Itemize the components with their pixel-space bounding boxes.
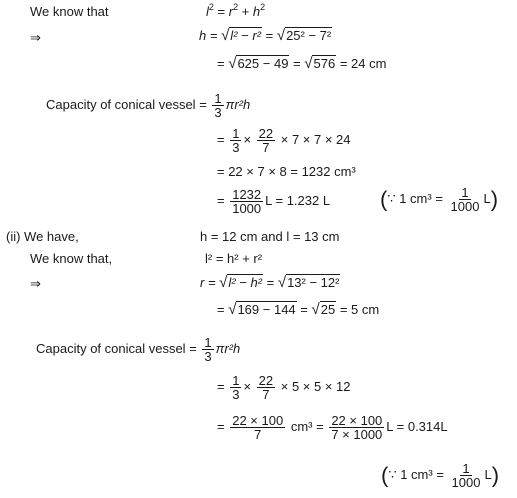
frac-den: 3 [232, 387, 240, 402]
r-radicand-1: l² − h² [228, 275, 262, 290]
implies-arrow-1: ⇒ [30, 30, 41, 45]
implies-arrow-2: ⇒ [30, 276, 41, 291]
h-step2-radicand-1: 625 − 49 [237, 56, 289, 71]
frac-num: 1 [232, 373, 240, 388]
frac-den: 7 × 1000 [331, 427, 383, 442]
frac-den: 1000 [232, 201, 262, 216]
capacity2-step-2-tail: L = 0.314L [386, 418, 448, 434]
frac-den: 3 [232, 140, 240, 155]
capacity-step-1-tail: × 7 × 7 × 24 [280, 131, 351, 147]
r-lhs: r = [200, 275, 216, 290]
r-step2-radicand-2: 25 [320, 302, 336, 317]
capacity2-step-1-tail: × 5 × 5 × 12 [280, 378, 351, 394]
r-step2-radicand-1: 169 − 144 [237, 302, 296, 317]
frac-num: 22 [258, 126, 274, 141]
we-know-that-2: We know that, [30, 251, 113, 266]
h-equation: h = √l² − r² = √25² − 7² [199, 27, 332, 44]
frac-num: 1 [461, 185, 469, 200]
frac-num: 22 [258, 373, 274, 388]
capacity-step-3-tail: L = 1.232 L [265, 192, 331, 208]
note-tail-1: L [483, 190, 491, 206]
capacity-label-1: Capacity of conical vessel [46, 96, 196, 112]
unit-note-1: (∵ 1 cm³ = $\frac{1}{1000}$ L) [380, 185, 499, 214]
r-radicand-2: 13² − 12² [287, 275, 340, 290]
pi-r2h-2: πr²h [215, 340, 241, 356]
frac-num: 1 [204, 335, 212, 350]
capacity-2: Capacity of conical vessel = $\frac{1}{3}$ πr²h [36, 335, 241, 364]
frac-den: 7 [262, 387, 270, 402]
h-radicand-2: 25² − 7² [286, 28, 332, 43]
h-step2-result: = 24 cm [339, 56, 387, 71]
capacity-step-1: = $\frac{1}{3}$ × $\frac{22}{7}$ × 7 × 7 × 24 [217, 126, 351, 155]
note-tail-2: L [484, 466, 492, 482]
capacity-label-2: Capacity of conical vessel [36, 340, 186, 356]
we-know-that-1: We know that [30, 4, 109, 19]
note-lhs-1: ∵ 1 cm³ = [387, 190, 443, 206]
capacity-step-3: = $\frac{1232}{1000}$ L = 1.232 L [217, 187, 331, 216]
unit-note-2: (∵ 1 cm³ = $\frac{1}{1000}$ L) [381, 461, 500, 490]
pi-r2h-1: πr²h [225, 96, 251, 112]
formula-l-squared-2: l² = h² + r² [205, 251, 263, 266]
capacity2-step-2: = $\frac{22 \times 100}{7}$ cm³ = $\frac{22 \times 100}{7 \times 1000}$ L = 0.314L [217, 413, 448, 442]
frac-num: 1232 [232, 187, 262, 202]
frac-num: 22 × 100 [232, 413, 284, 428]
frac-num: 1 [232, 126, 240, 141]
capacity-1: Capacity of conical vessel = $\frac{1}{3}$ πr²h [46, 91, 251, 120]
capacity2-step-1: = $\frac{1}{3}$ × $\frac{22}{7}$ × 5 × 5 × 12 [217, 373, 351, 402]
frac-den: 1000 [451, 475, 481, 490]
frac-num: 1 [462, 461, 470, 476]
given-values: h = 12 cm and l = 13 cm [200, 229, 340, 244]
r-equation: r = √l² − h² = √13² − 12² [200, 274, 340, 291]
frac-den: 7 [262, 140, 270, 155]
r-step-2: = √169 − 144 = √25 = 5 cm [217, 301, 380, 318]
h-step-2: = √625 − 49 = √576 = 24 cm [217, 55, 387, 72]
r-step2-result: = 5 cm [339, 302, 380, 317]
capacity2-step-2-mid: cm³ = [290, 418, 324, 434]
frac-num: 1 [214, 91, 222, 106]
formula-l-squared-1: $l^2 = r^2 + h^2$ [206, 2, 266, 19]
h-radicand-1: l² − r² [230, 28, 261, 43]
frac-den: 7 [254, 427, 262, 442]
frac-den: 3 [214, 105, 222, 120]
note-lhs-2: ∵ 1 cm³ = [388, 466, 444, 482]
frac-den: 1000 [450, 199, 480, 214]
h-step2-radicand-2: 576 [313, 56, 336, 71]
frac-num: 22 × 100 [331, 413, 383, 428]
frac-den: 3 [204, 349, 212, 364]
capacity-step-2: = 22 × 7 × 8 = 1232 cm³ [217, 164, 356, 179]
part-ii-label: (ii) We have, [6, 229, 79, 244]
h-lhs: h = [199, 28, 218, 43]
